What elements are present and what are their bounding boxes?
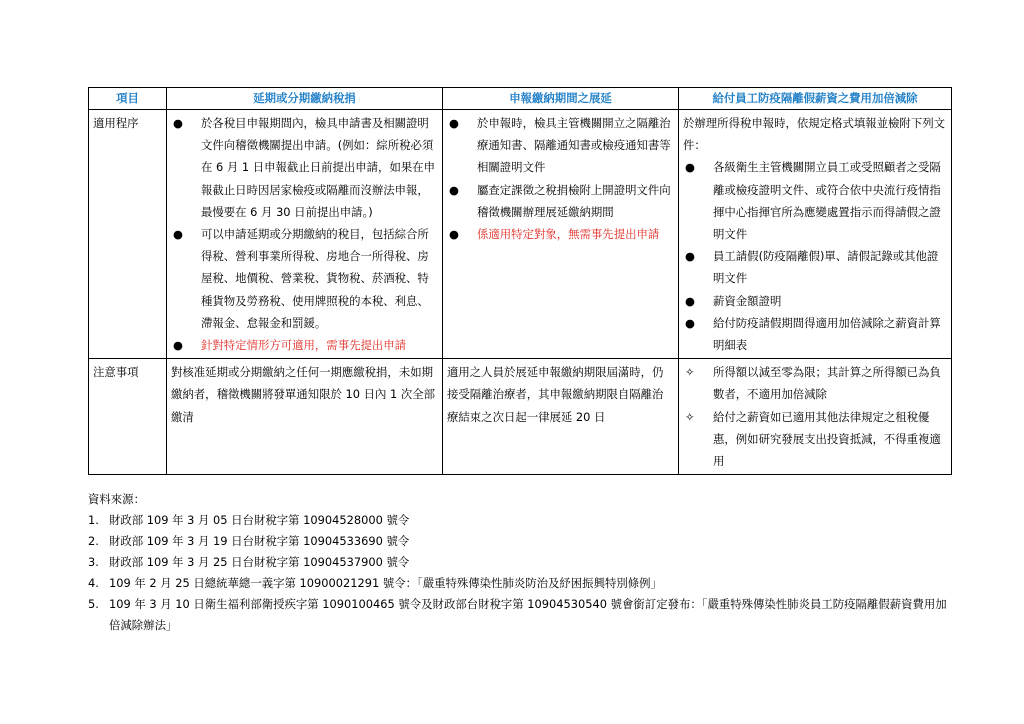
list-item — [447, 179, 674, 223]
procedure-deferral-cell — [167, 110, 443, 359]
list-item-text: 於申報時，檢具主管機關開立之隔離治療通知書、隔離通知書或檢疫通知書等相關證明文件 — [477, 116, 671, 175]
table-header-row — [89, 88, 952, 110]
list-item — [171, 223, 438, 334]
list-item-text: 可以申請延期或分期繳納的稅目，包括綜合所得稅、營利事業所得稅、房地合一所得稅、房屋稅、地價稅、營業稅、貨物稅、菸酒稅、特種貨物及勞務稅、使用牌照稅的本稅、利息、滯報金、怠報金和罰鍰。 — [201, 227, 429, 330]
list-item-text: 薪資金額證明 — [713, 293, 782, 308]
list-item-text: 針對特定情形方可適用，需事先提出申請 — [201, 338, 407, 353]
bullet-icon: ● — [685, 160, 695, 175]
notes-deferral-cell: 對核准延期或分期繳納之任何一期應繳稅捐，未如期繳納者，稽徵機關將發單通知限於 10 日內 1 次全部繳清 — [167, 359, 443, 475]
diamond-bullet-icon: ✧ — [685, 409, 695, 424]
bullet-icon: ● — [685, 249, 695, 264]
list-item — [683, 245, 947, 289]
procedure-extension-cell — [443, 110, 679, 359]
notes-extension-cell: 適用之人員於展延申報繳納期限屆滿時，仍接受隔離治療者，其申報繳納期限自隔離治療結束之次日起一律展延 20 日 — [443, 359, 679, 475]
bullet-icon: ● — [449, 227, 459, 242]
list-item — [683, 290, 947, 312]
notes-salary-cell — [679, 359, 952, 475]
table-row-notes — [89, 359, 952, 475]
source-number: 3. — [88, 555, 99, 569]
list-item-text: 員工請假(防疫隔離假)單、請假記錄或其他證明文件 — [713, 249, 939, 286]
source-text: 財政部 109 年 3 月 05 日台財稅字第 10904528000 號令 — [109, 513, 410, 527]
list-item — [447, 112, 674, 179]
list-item — [683, 406, 947, 473]
sources-heading: 資料來源： — [88, 492, 145, 506]
bullet-icon: ● — [685, 315, 695, 330]
list-item-text: 各級衛生主管機關開立員工或受照顧者之受隔離或檢疫證明文件、或符合依中央流行疫情指揮中心指揮官所為應變處置指示而得請假之證明文件 — [713, 160, 941, 242]
source-number: 5. — [88, 597, 99, 611]
list-item — [171, 112, 438, 223]
list-item-text: 給付防疫請假期間得適用加倍減除之薪資計算明細表 — [713, 315, 941, 353]
source-number: 4. — [88, 576, 99, 590]
bullet-icon: ● — [173, 338, 183, 353]
diamond-bullet-icon: ✧ — [685, 365, 695, 380]
row-label-notes: 注意事項 — [89, 359, 167, 475]
source-item — [88, 510, 951, 531]
table-row-procedure — [89, 110, 952, 359]
header-deferral: 延期或分期繳納稅捐 — [167, 88, 443, 110]
source-text: 109 年 3 月 10 日衛生福利部衛授疾字第 1090100465 號令及財政部台財稅字第 10904530540 號會銜訂定發布：「嚴重特殊傳染性肺炎員工防疫隔離假薪資費用加倍減除辦法」 — [109, 597, 947, 632]
source-text: 財政部 109 年 3 月 19 日台財稅字第 10904533690 號令 — [109, 534, 410, 548]
sources-list — [88, 510, 951, 636]
bullet-icon: ● — [173, 116, 183, 130]
source-item — [88, 573, 951, 594]
source-number: 1. — [88, 513, 99, 527]
source-number: 2. — [88, 534, 99, 548]
bullet-icon: ● — [449, 182, 459, 197]
list-item-text: 係適用特定對象，無需事先提出申請 — [477, 227, 660, 242]
list-item-text: 於各稅目申報期間內，檢具申請書及相關證明文件向稽徵機關提出申請。(例如：綜所稅必須在 6 月 1 日申報截止日前提出申請，如果在申報截止日時因居家檢疫或隔離而沒辦法申報，最慢要在 6 月 30 日前提出申請。) — [201, 116, 436, 219]
header-extension: 申報繳納期間之展延 — [443, 88, 679, 110]
salary-procedure-intro: 於辦理所得稅申報時，依規定格式填報並檢附下列文件： — [683, 116, 945, 153]
source-item — [88, 552, 951, 573]
sources-section — [88, 489, 951, 636]
list-item-text: 屬查定課徵之稅捐檢附上開證明文件向稽徵機關辦理展延繳納期間 — [477, 182, 671, 219]
source-item — [88, 531, 951, 552]
source-text: 財政部 109 年 3 月 25 日台財稅字第 10904537900 號令 — [109, 555, 410, 569]
list-item-text: 給付之薪資如已適用其他法律規定之租稅優惠，例如研究發展支出投資抵減，不得重複適用 — [713, 409, 941, 469]
list-item-text: 所得額以減至零為限；其計算之所得額已為負數者，不適用加倍減除 — [713, 365, 941, 402]
list-item — [683, 361, 947, 405]
list-item-highlight — [447, 223, 674, 245]
row-label-procedure: 適用程序 — [89, 110, 167, 359]
bullet-icon: ● — [173, 227, 183, 242]
source-item — [88, 594, 951, 636]
procedure-salary-cell — [679, 110, 952, 359]
bullet-icon: ● — [449, 116, 459, 130]
list-item — [683, 312, 947, 356]
source-text: 109 年 2 月 25 日總統華總一義字第 10900021291 號令：「嚴重特殊傳染性肺炎防治及紓困振興特別條例」 — [109, 576, 662, 590]
list-item — [683, 156, 947, 245]
header-item: 項目 — [89, 88, 167, 110]
header-salary-deduction: 給付員工防疫隔離假薪資之費用加倍減除 — [679, 88, 952, 110]
bullet-icon: ● — [685, 293, 695, 308]
list-item-highlight — [171, 334, 438, 356]
tax-relief-table — [88, 87, 952, 475]
